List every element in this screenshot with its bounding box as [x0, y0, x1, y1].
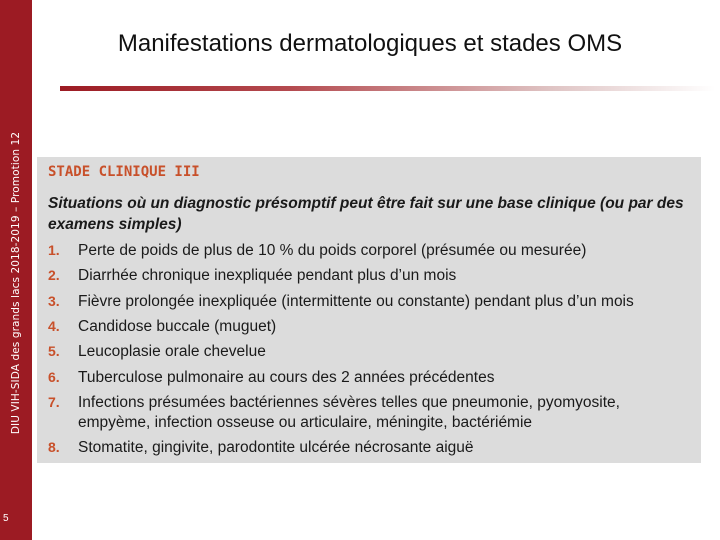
stage-subtitle: Situations où un diagnostic présomptif peut être fait sur une base clinique (ou par des examens simples)	[48, 195, 684, 233]
item-number: 4.	[48, 318, 60, 334]
list-item: Diarrhée chronique inexpliquée pendant plus d’un mois	[78, 267, 457, 284]
item-number: 2.	[48, 267, 60, 283]
page-number: 5	[3, 513, 9, 524]
item-number: 3.	[48, 293, 60, 309]
list-item: Tuberculose pulmonaire au cours des 2 années précédentes	[78, 369, 495, 386]
list-item: Fièvre prolongée inexpliquée (intermittente ou constante) pendant plus d’un mois	[78, 293, 634, 310]
item-number: 5.	[48, 343, 60, 359]
slide-title: Manifestations dermatologiques et stades OMS	[117, 30, 623, 57]
item-number: 1.	[48, 242, 60, 258]
stage-heading: STADE CLINIQUE III	[48, 164, 200, 180]
list-item: Perte de poids de plus de 10 % du poids corporel (présumée ou mesurée)	[78, 242, 587, 259]
course-label: DIU VIH-SIDA des grands lacs 2018-2019 – Promotion 12	[10, 131, 22, 435]
list-item: Leucoplasie orale chevelue	[78, 343, 266, 360]
list-item: Candidose buccale (muguet)	[78, 318, 277, 335]
item-number: 6.	[48, 369, 60, 385]
list-item: Stomatite, gingivite, parodontite ulcérée nécrosante aiguë	[78, 439, 474, 456]
item-number: 8.	[48, 439, 60, 455]
sidebar	[0, 0, 32, 540]
item-number: 7.	[48, 394, 60, 410]
list-item: Infections présumées bactériennes sévères telles que pneumonie, pyomyosite, empyème, infection osseuse ou articulaire, méningite, bactériémie	[78, 394, 620, 431]
title-divider	[60, 86, 715, 91]
